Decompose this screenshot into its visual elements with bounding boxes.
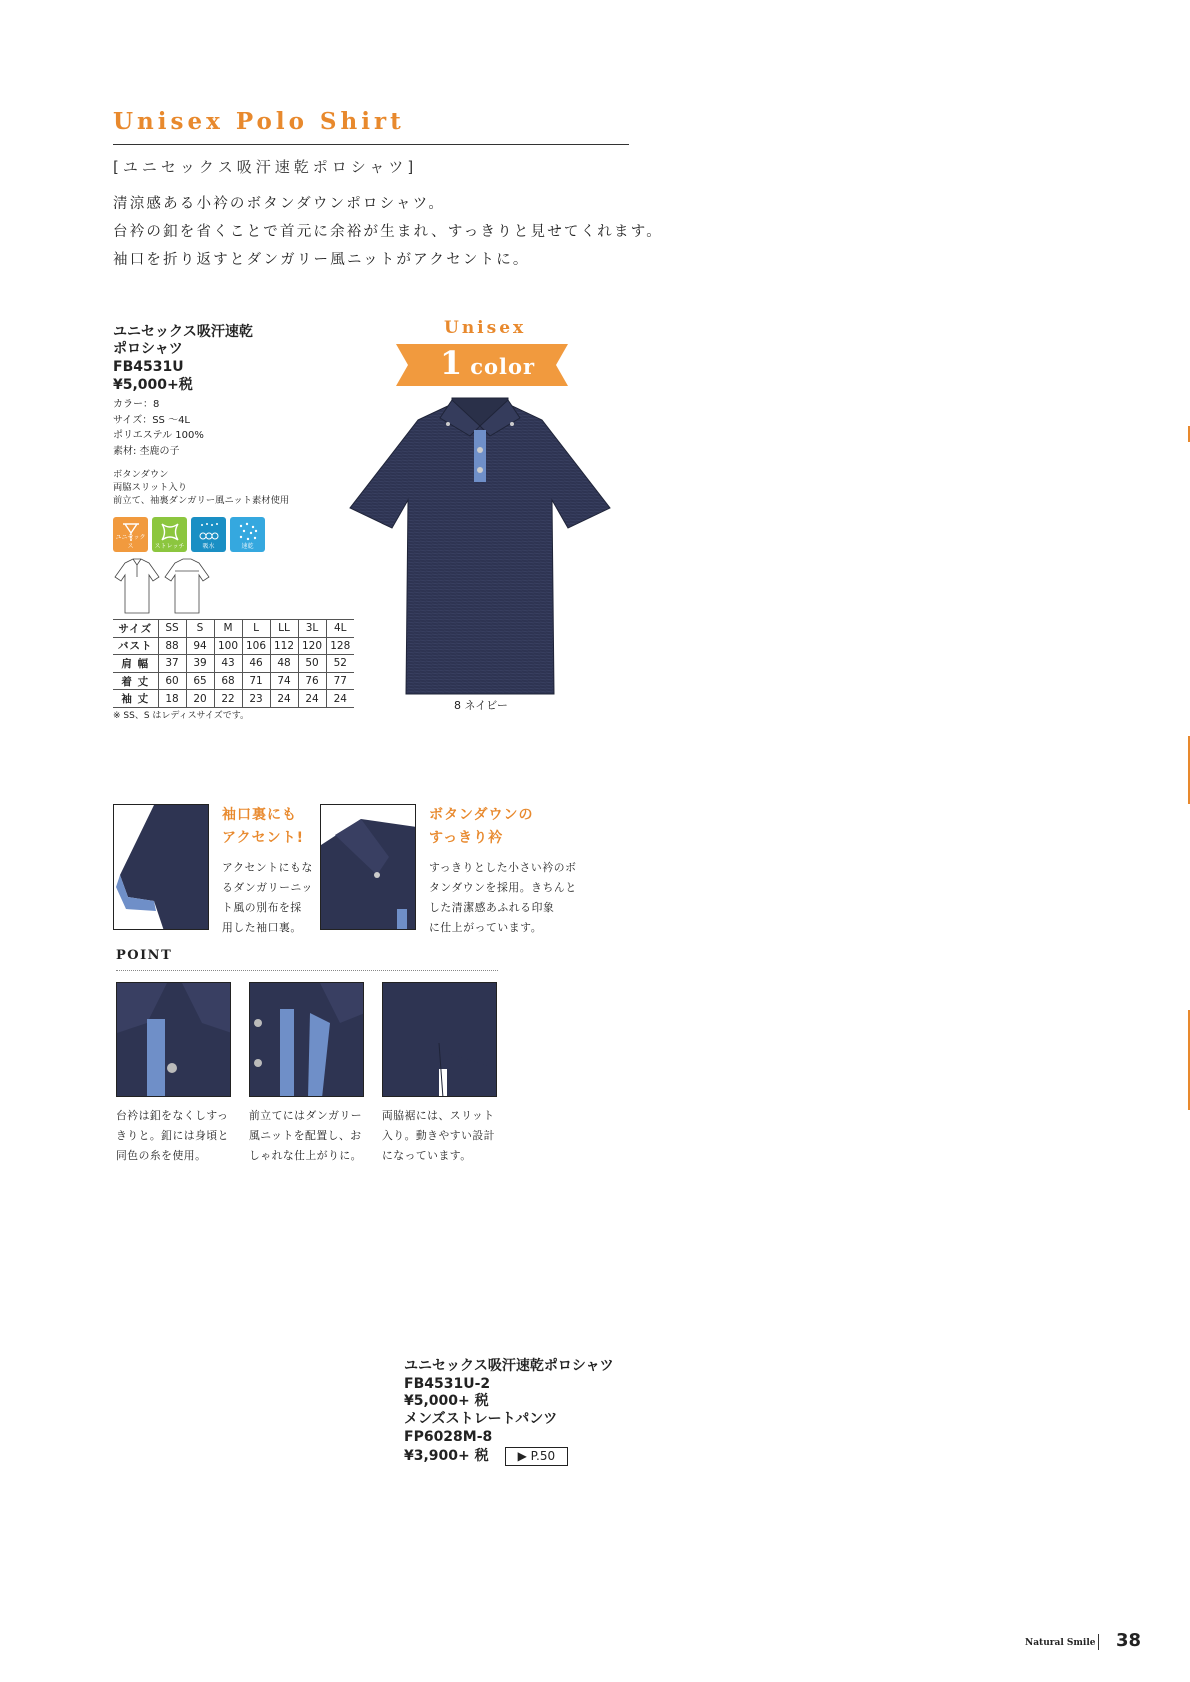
table-cell: 37 xyxy=(158,655,186,673)
caption-line: 前立てにはダンガリー xyxy=(249,1109,363,1122)
table-cell: 24 xyxy=(326,690,354,708)
feature-line: ボタンダウン xyxy=(113,469,169,480)
table-row xyxy=(113,655,354,673)
intro-text xyxy=(113,190,663,274)
coord-line: FP6028M-8 xyxy=(404,1428,493,1445)
caption-line: 同色の糸を使用。 xyxy=(116,1149,207,1162)
stretch-icon xyxy=(152,517,187,552)
table-row xyxy=(113,672,354,690)
detail-line: アクセントにもな xyxy=(222,861,313,874)
size-table xyxy=(113,619,354,708)
table-cell: 128 xyxy=(326,637,354,655)
table-cell: 肩 幅 xyxy=(113,655,158,673)
point-divider xyxy=(116,970,498,971)
table-cell: 24 xyxy=(270,690,298,708)
feature-line: 前立て、袖裏ダンガリー風ニット素材使用 xyxy=(113,495,290,506)
page-title: Unisex Polo Shirt xyxy=(113,108,405,135)
table-cell: 48 xyxy=(270,655,298,673)
sleeve-detail-photo xyxy=(113,804,209,930)
detail-title: すっきり衿 xyxy=(429,830,504,846)
coordinate-info xyxy=(404,1358,614,1466)
caption-line: 風ニットを配置し、お xyxy=(249,1129,362,1142)
coord-line: FB4531U-2 xyxy=(404,1375,491,1392)
point-caption xyxy=(382,1106,495,1166)
table-cell: 112 xyxy=(270,637,298,655)
table-cell: 94 xyxy=(186,637,214,655)
detail-line: 用した袖口裏。 xyxy=(222,921,302,934)
size-note: ※ SS、S はレディスサイズです。 xyxy=(113,711,250,721)
table-row xyxy=(113,637,354,655)
caption-line: になっています。 xyxy=(382,1149,472,1162)
product-material: ポリエステル 100% xyxy=(113,430,204,441)
coord-price: ¥3,900+ 税 xyxy=(404,1447,489,1464)
product-code: FB4531U xyxy=(113,359,184,375)
table-header: サイズ xyxy=(113,620,158,638)
product-spec xyxy=(113,324,343,507)
point-caption xyxy=(249,1106,362,1166)
caption-line: 台衿は釦をなくしすっ xyxy=(116,1109,229,1122)
table-cell: 60 xyxy=(158,672,186,690)
banner-label xyxy=(440,344,535,382)
table-cell: 52 xyxy=(326,655,354,673)
banner-number: 1 xyxy=(440,344,463,382)
intro-line: 台衿の釦を省くことで首元に余裕が生まれ、すっきりと見せてくれます。 xyxy=(113,224,663,240)
table-header-row xyxy=(113,620,354,638)
table-cell: 20 xyxy=(186,690,214,708)
caption-line: 入り。動きやすい設計 xyxy=(382,1129,495,1142)
table-cell: 23 xyxy=(242,690,270,708)
detail-line: した清潔感あふれる印象 xyxy=(429,901,555,914)
feature-icons xyxy=(113,517,265,552)
detail-body xyxy=(429,858,589,938)
detail-body xyxy=(222,858,322,938)
product-name: ポロシャツ xyxy=(113,341,183,357)
unisex-icon xyxy=(113,517,148,552)
table-cell: 68 xyxy=(214,672,242,690)
table-header: L xyxy=(242,620,270,638)
point-caption xyxy=(116,1106,229,1166)
table-cell: 88 xyxy=(158,637,186,655)
intro-line: 袖口を折り返すとダンガリー風ニットがアクセントに。 xyxy=(113,252,530,268)
intro-line: 清涼感ある小衿のボタンダウンポロシャツ。 xyxy=(113,196,446,212)
table-cell: 袖 丈 xyxy=(113,690,158,708)
table-row xyxy=(113,690,354,708)
footer-divider xyxy=(1098,1634,1099,1650)
detail-title: 袖口裏にも xyxy=(222,807,297,823)
product-fabric: 素材: 杢鹿の子 xyxy=(113,445,180,457)
table-header: LL xyxy=(270,620,298,638)
feature-line: 両脇スリット入り xyxy=(113,482,188,493)
page-reference-link[interactable]: ▶ P.50 xyxy=(505,1447,569,1466)
table-cell: 65 xyxy=(186,672,214,690)
point-photo-slit xyxy=(382,982,497,1097)
product-name: ユニセックス吸汗速乾 xyxy=(113,324,253,340)
coord-line: ユニセックス吸汗速乾ポロシャツ xyxy=(404,1358,614,1374)
table-cell: 77 xyxy=(326,672,354,690)
icon-label: 速乾 xyxy=(241,543,254,550)
table-cell: 43 xyxy=(214,655,242,673)
table-cell: 100 xyxy=(214,637,242,655)
table-cell: 39 xyxy=(186,655,214,673)
icon-label: ユニセックス xyxy=(115,534,146,550)
caption-line: しゃれな仕上がりに。 xyxy=(249,1149,362,1162)
icon-label: 吸水 xyxy=(202,543,215,550)
shirt-caption: 8 ネイビー xyxy=(454,699,508,712)
table-cell: バスト xyxy=(113,637,158,655)
detail-line: すっきりとした小さい衿のボ xyxy=(429,861,577,874)
product-price: ¥5,000+税 xyxy=(113,377,193,393)
page-number: 38 xyxy=(1116,1630,1142,1651)
table-cell: 71 xyxy=(242,672,270,690)
flat-sketch-icon xyxy=(113,557,213,615)
table-cell: 74 xyxy=(270,672,298,690)
table-cell: 50 xyxy=(298,655,326,673)
table-header: S xyxy=(186,620,214,638)
footer-brand: Natural Smile xyxy=(1025,1638,1096,1648)
banner-word: color xyxy=(470,354,536,379)
quick-dry-icon xyxy=(230,517,265,552)
banner-unisex: Unisex xyxy=(444,318,527,338)
table-cell: 76 xyxy=(298,672,326,690)
table-header: 4L xyxy=(326,620,354,638)
coord-line: メンズストレートパンツ xyxy=(404,1411,558,1428)
icon-label: ストレッチ xyxy=(154,543,185,550)
detail-line: るダンガリーニッ xyxy=(222,881,313,894)
polo-shirt-image xyxy=(348,396,612,696)
coord-line: ¥5,000+ 税 xyxy=(404,1393,489,1410)
collar-detail-photo xyxy=(320,804,416,930)
table-header: SS xyxy=(158,620,186,638)
detail-line: タンダウンを採用。きちんと xyxy=(429,881,577,894)
point-photo-placket xyxy=(249,982,364,1097)
coord-line-price xyxy=(404,1447,614,1466)
product-size: サイズ：SS ～4L xyxy=(113,414,191,426)
point-label: POINT xyxy=(116,948,173,963)
table-cell: 24 xyxy=(298,690,326,708)
point-photo-collar xyxy=(116,982,231,1097)
table-cell: 着 丈 xyxy=(113,672,158,690)
absorb-icon xyxy=(191,517,226,552)
table-cell: 120 xyxy=(298,637,326,655)
table-header: 3L xyxy=(298,620,326,638)
table-cell: 46 xyxy=(242,655,270,673)
table-cell: 22 xyxy=(214,690,242,708)
table-cell: 106 xyxy=(242,637,270,655)
caption-line: きりと。釦には身頃と xyxy=(116,1129,229,1142)
detail-collar-text xyxy=(429,804,589,938)
detail-line: に仕上がっています。 xyxy=(429,921,543,934)
detail-line: ト風の別布を採 xyxy=(222,901,302,914)
detail-title: ボタンダウンの xyxy=(429,807,534,823)
table-cell: 18 xyxy=(158,690,186,708)
page-subtitle: [ユニセックス吸汗速乾ポロシャツ] xyxy=(113,158,418,176)
detail-title: アクセント! xyxy=(222,830,304,846)
product-meta xyxy=(113,397,343,459)
product-features xyxy=(113,468,343,507)
product-color: カラー：8 xyxy=(113,399,160,410)
table-header: M xyxy=(214,620,242,638)
detail-sleeve-text xyxy=(222,804,322,938)
caption-line: 両脇裾には、スリット xyxy=(382,1109,495,1122)
title-divider xyxy=(113,144,629,145)
